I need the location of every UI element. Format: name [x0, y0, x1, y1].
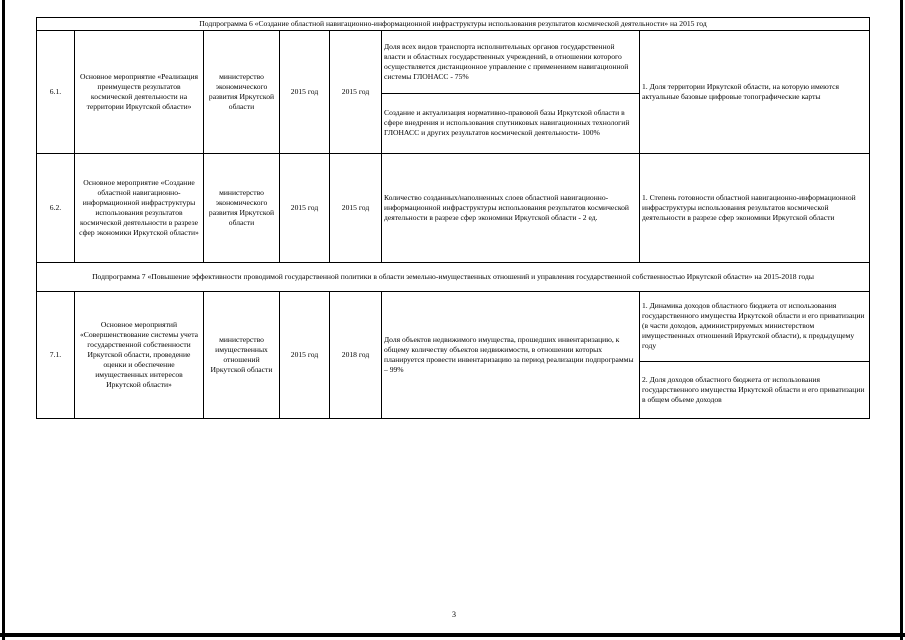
executor-cell: министерство имущественных отношений Иркутской области: [204, 292, 280, 419]
page-number: 3: [452, 610, 456, 619]
row-number: 7.1.: [37, 292, 75, 419]
start-year-cell: 2015 год: [280, 31, 330, 154]
start-year-cell: 2015 год: [280, 292, 330, 419]
subprogram-6-title: Подпрограмма 6 «Создание областной навигационно-информационной инфраструктуры использования результатов космической деятельности» на 2015 год: [37, 18, 870, 31]
table-row: [37, 154, 870, 263]
end-year-cell: 2018 год: [330, 292, 382, 419]
result-cell: Доля всех видов транспорта исполнительных органов государственной власти и областных государственных учреждений, в отношении которого осуществляется дистанционное управление с применением навигационной системы ГЛОНАСС - 75%: [382, 31, 640, 94]
scan-border-bottom: [0, 633, 905, 637]
activity-cell: Основное мероприятий «Совершенствование системы учета государственной собственности Иркутской области, проведение оценки и обеспечение имущественных интересов Иркутской области»: [75, 292, 204, 419]
result-cell: Количество созданных/наполненных слоев областной навигационно-информационной инфраструктуры использования результатов космической деятельности в разрезе сфер экономики Иркутской области - 2 ед.: [382, 154, 640, 263]
end-year-cell: 2015 год: [330, 154, 382, 263]
subprogram-7-title: Подпрограмма 7 «Повышение эффективности проводимой государственной политики в области земельно-имущественных отношений и управления государственной собственностью Иркутской области» на 2015-2018 годы: [37, 263, 870, 292]
subprogram-7-header-row: [37, 263, 870, 292]
activity-cell: Основное мероприятие «Создание областной навигационно-информационной инфраструктуры использования результатов космической деятельности в разрезе сфер экономики Иркутской области»: [75, 154, 204, 263]
row-number: 6.1.: [37, 31, 75, 154]
scan-border-right: [900, 0, 903, 640]
measures-table: [36, 17, 870, 419]
start-year-cell: 2015 год: [280, 154, 330, 263]
row-number: 6.2.: [37, 154, 75, 263]
indicator-cell: 1. Доля территории Иркутской области, на которую имеются актуальные базовые цифровые топографические карты: [640, 31, 870, 154]
indicator-cell: 2. Доля доходов областного бюджета от использования государственного имущества Иркутской области и его приватизации в общем объеме доходов: [640, 361, 870, 418]
scan-border-left: [2, 0, 5, 640]
indicator-cell: 1. Степень готовности областной навигационно-информационной инфраструктуры использования результатов космической деятельности в разрезе сфер экономики Иркутской области: [640, 154, 870, 263]
result-cell: Создание и актуализация нормативно-правовой базы Иркутской области в сфере внедрения и использования спутниковых навигационных технологий ГЛОНАСС и других результатов космической деятельности- 100%: [382, 93, 640, 153]
executor-cell: министерство экономического развития Иркутской области: [204, 154, 280, 263]
end-year-cell: 2015 год: [330, 31, 382, 154]
indicator-cell: 1. Динамика доходов областного бюджета от использования государственного имущества Иркутской области и его приватизации (в части доходов, администрируемых министерством имущественных отношений Иркутской области), к предыдущему году: [640, 292, 870, 362]
executor-cell: министерство экономического развития Иркутской области: [204, 31, 280, 154]
result-cell: Доля объектов недвижимого имущества, прошедших инвентаризацию, к общему количеству объектов недвижимости, в отношении которых планируется провести инвентаризацию за период реализации подпрограммы – 99%: [382, 292, 640, 419]
subprogram-6-header-row: [37, 18, 870, 31]
activity-cell: Основное мероприятие «Реализация преимуществ результатов космической деятельности на территории Иркутской области»: [75, 31, 204, 154]
table-row: [37, 31, 870, 94]
table-row: [37, 292, 870, 362]
